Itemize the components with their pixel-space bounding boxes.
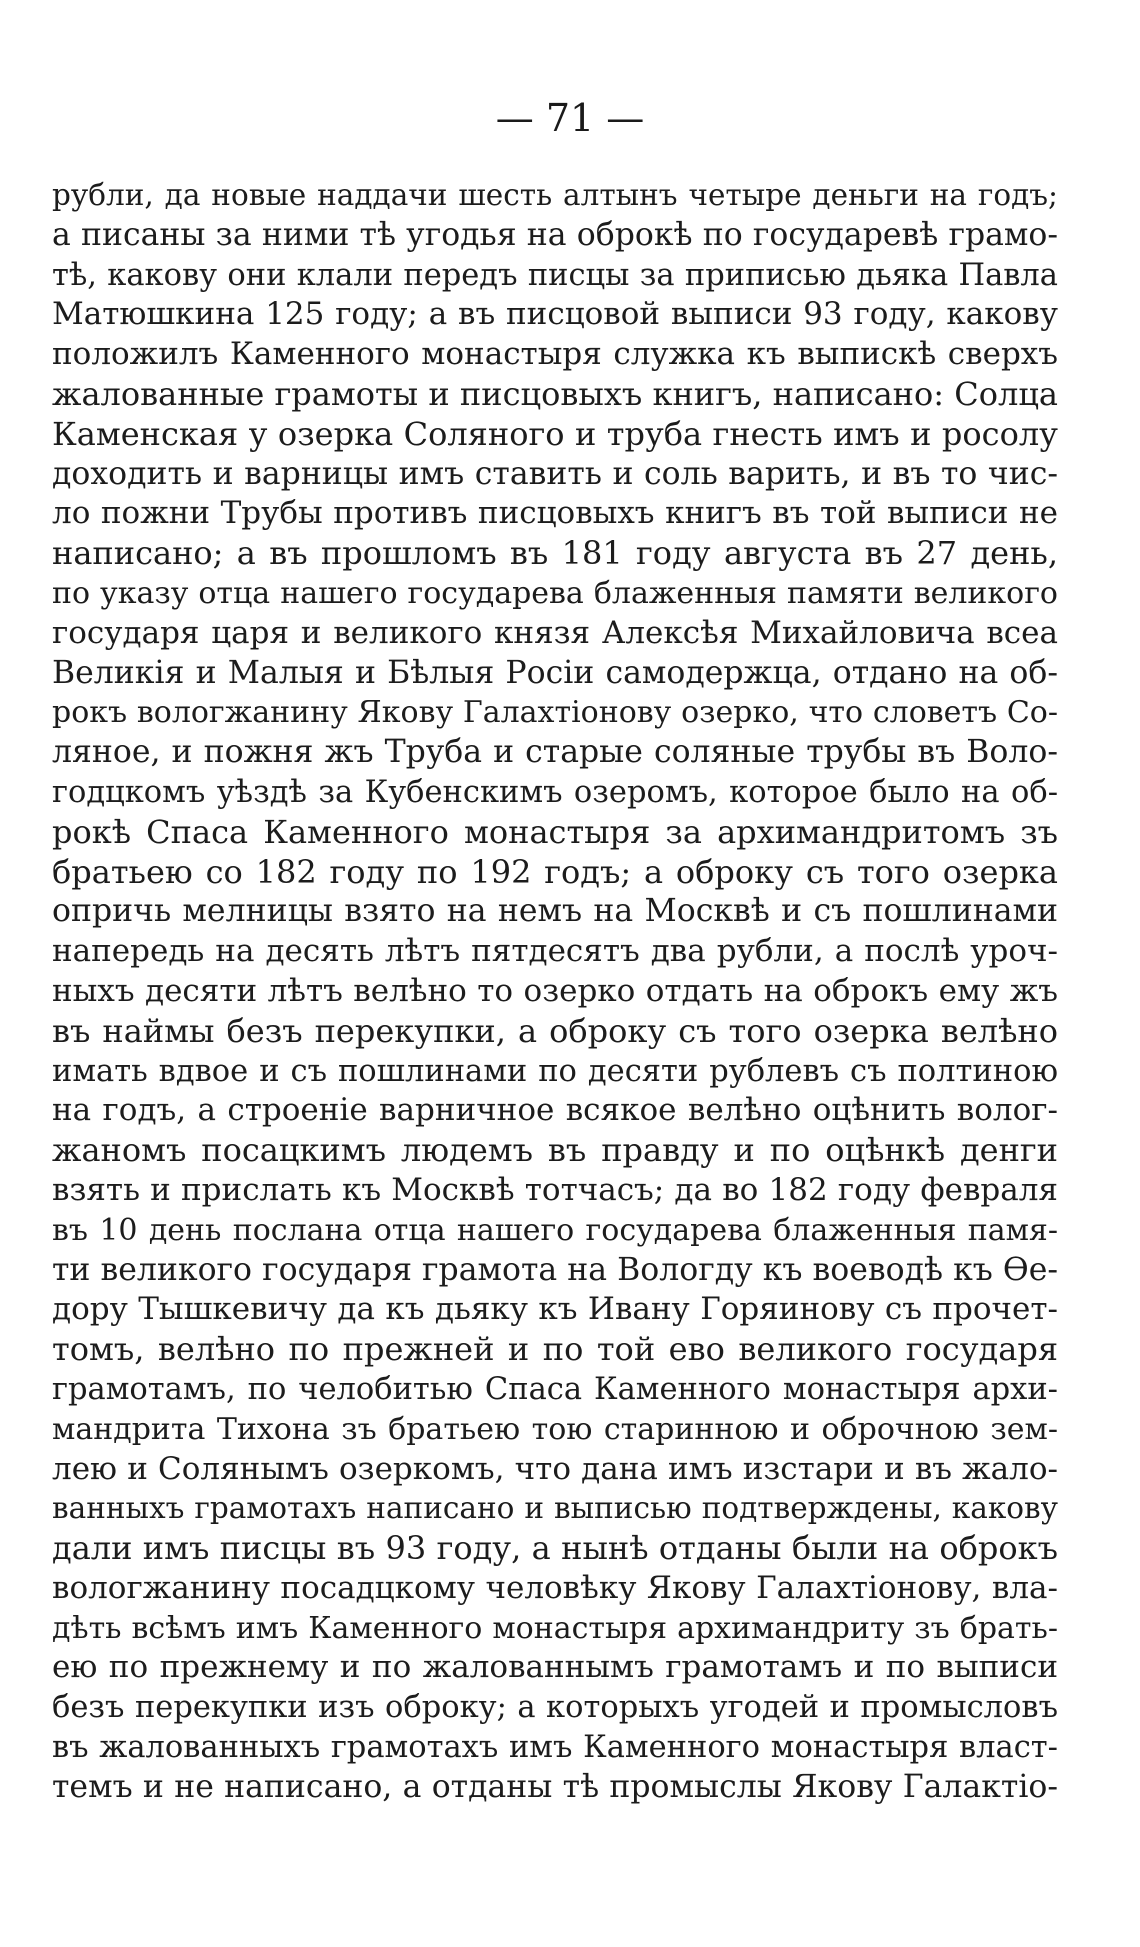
text-line: по указу отца нашего государева блаженныя памяти великого	[52, 575, 1058, 611]
text-line: доходить и варницы имъ ставить и соль варить, и въ то чис-	[52, 455, 1058, 492]
text-line: ею по прежнему и по жалованнымъ грамотамъ и по выписи	[52, 1649, 1058, 1686]
page-number: — 71 —	[495, 96, 645, 140]
text-line: а писаны за ними тѣ угодья на оброкѣ по государевѣ грамо-	[52, 216, 1058, 253]
text-line: ныхъ десяти лѣтъ велѣно то озерко отдать на оброкъ ему жъ	[52, 972, 1058, 1009]
text-line: мандрита Тихона зъ братьею тою старинною и оброчною зем-	[52, 1411, 1058, 1447]
text-line: дѣть всѣмъ имъ Каменного монастыря архимандриту зъ брать-	[52, 1610, 1058, 1646]
text-line: напередь на десять лѣтъ пятдесятъ два рубли, а послѣ уроч-	[52, 933, 1058, 970]
text-line: ванныхъ грамотахъ написано и выписью подтверждены, какову	[52, 1491, 1058, 1526]
text-line: рокъ вологжанину Якову Галахтіонову озерко, что словетъ Со-	[52, 695, 1058, 731]
text-line: безъ перекупки изъ оброку; а которыхъ угодей и промысловъ	[52, 1690, 1058, 1726]
text-line: на годъ, а строеніе варничное всякое велѣно оцѣнить волог-	[52, 1092, 1058, 1129]
text-line: жалованные грамоты и писцовыхъ книгъ, написано: Солца	[52, 374, 1058, 413]
text-line: Матюшкина 125 году; а въ писцовой выписи 93 году, какову	[52, 296, 1058, 333]
text-line: Каменская у озерка Соляного и труба гнесть имъ и росолу	[52, 414, 1058, 453]
text-line: опричь мелницы взято на немъ на Москвѣ и съ пошлинами	[52, 893, 1058, 930]
text-line: лею и Солянымъ озеркомъ, что дана имъ изстари и въ жало-	[52, 1450, 1058, 1487]
text-line: написано; а въ прошломъ въ 181 году августа въ 27 день,	[52, 534, 1058, 573]
text-line: Великія и Малыя и Бѣлыя Росіи самодержца, отдано на об-	[52, 654, 1058, 691]
text-line: дали имъ писцы въ 93 году, а нынѣ отданы были на оброкъ	[52, 1529, 1058, 1568]
text-line: жаномъ посацкимъ людемъ въ правду и по оцѣнкѣ денги	[52, 1131, 1058, 1170]
text-line: грамотамъ, по челобитью Спаса Каменного монастыря архи-	[52, 1371, 1058, 1407]
text-line: ти великого государя грамота на Вологду къ воеводѣ къ Ѳе-	[52, 1251, 1058, 1288]
text-line: положилъ Каменного монастыря служка къ выпискѣ сверхъ	[52, 336, 1058, 373]
text-line: тѣ, какову они клали передъ писцы за приписью дьяка Павла	[52, 257, 1058, 293]
text-line: ляное, и пожня жъ Труба и старые соляные трубы въ Воло-	[52, 734, 1058, 771]
text-line: ло пожни Трубы противъ писцовыхъ книгъ въ той выписи не	[52, 495, 1058, 532]
text-line: въ жалованныхъ грамотахъ имъ Каменного монастыря власт-	[52, 1730, 1058, 1766]
text-line: дору Тышкевичу да къ дьяку къ Ивану Горяинову съ прочет-	[52, 1291, 1058, 1328]
text-line: рубли, да новые наддачи шесть алтынъ четыре деньги на годъ;	[52, 178, 1058, 212]
text-line: въ наймы безъ перекупки, а оброку съ того озерка велѣно	[52, 1011, 1058, 1050]
body-text	[52, 176, 1058, 1808]
text-line: томъ, велѣно по прежней и по той ево великого государя	[52, 1330, 1058, 1369]
text-line: годцкомъ уѣздѣ за Кубенскимъ озеромъ, которое было на об-	[52, 774, 1058, 810]
text-line: вологжанину посадцкому человѣку Якову Галахтіонову, вла-	[52, 1569, 1058, 1606]
text-line: взять и прислать къ Москвѣ тотчасъ; да во 182 году февраля	[52, 1171, 1058, 1208]
text-line: въ 10 день послана отца нашего государева блаженныя памя-	[52, 1212, 1058, 1248]
text-line: рокѣ Спаса Каменного монастыря за архимандритомъ зъ	[52, 812, 1058, 851]
text-line: государя царя и великого князя Алексѣя Михайловича всеа	[52, 614, 1058, 651]
text-line: братьею со 182 году по 192 годъ; а оброку съ того озерка	[52, 852, 1058, 891]
text-line: имать вдвое и съ пошлинами по десяти рублевъ съ полтиною	[52, 1053, 1058, 1089]
text-line: темъ и не написано, а отданы тѣ промыслы Якову Галактіо-	[52, 1768, 1058, 1805]
